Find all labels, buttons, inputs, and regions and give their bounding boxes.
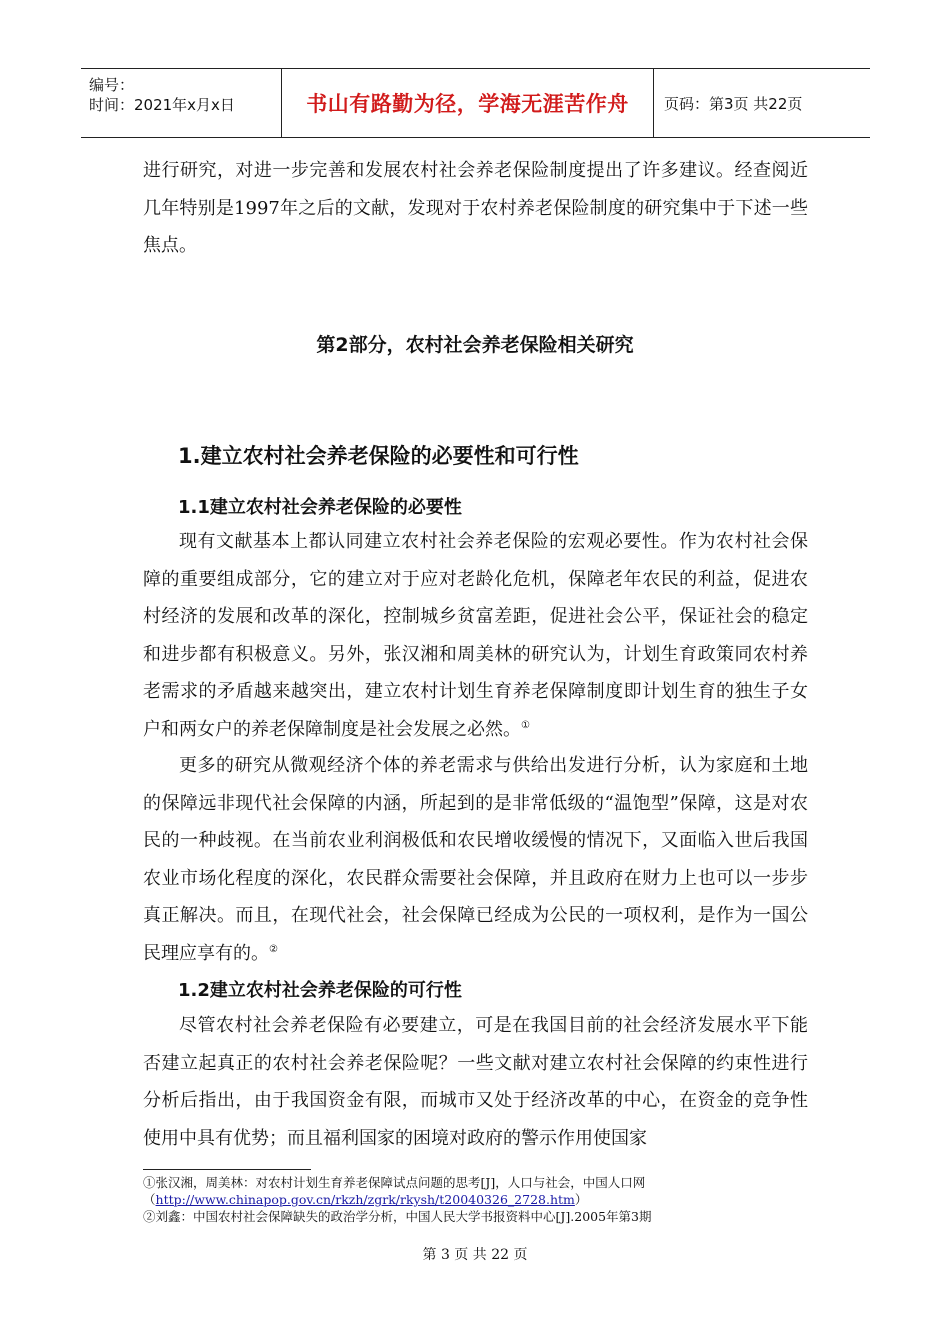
footnotes — [143, 1174, 808, 1225]
footnote-mark-1[interactable]: ① — [521, 719, 530, 731]
footnote-2: ②刘鑫：中国农村社会保障缺失的政治学分析，中国人民大学书报资料中心[J].2005年第3期 — [143, 1209, 652, 1224]
heading-1-2: 1.2建立农村社会养老保险的可行性 — [178, 980, 462, 1001]
footnote-mark-2[interactable]: ② — [269, 943, 278, 955]
footnote-1-text: ①张汉湘，周美林：对农村计划生育养老保障试点问题的思考[J]，人口与社会，中国人口网（ — [143, 1175, 646, 1207]
header-time-label: 时间：2021年x月x日 — [89, 96, 235, 114]
paragraph-text: 现有文献基本上都认同建立农村社会养老保险的宏观必要性。作为农村社会保障的重要组成部分，它的建立对于应对老龄化危机，保障老年农民的利益，促进农村经济的发展和改革的深化，控制城乡贫富差距，促进社会公平，保证社会的稳定和进步都有积极意义。另外，张汉湘和周美林的研究认为，计划生育政策同农村养老需求的矛盾越来越突出，建立农村计划生育养老保障制度即计划生育的独生子女户和两女户的养老保障制度是社会发展之必然。 — [143, 531, 808, 740]
footnote-1-link[interactable]: http://www.chinapop.gov.cn/rkzh/zgrk/rkysh/t20040326_2728.htm — [155, 1192, 575, 1207]
header-meta — [81, 69, 282, 137]
heading-1-1: 1.1建立农村社会养老保险的必要性 — [178, 497, 462, 518]
header-motto: 书山有路勤为径，学海无涯苦作舟 — [282, 69, 654, 137]
page-footer: 第 3 页 共 22 页 — [422, 1247, 528, 1263]
header-page-info: 页码：第3页 共22页 — [664, 94, 803, 113]
heading-1: 1.建立农村社会养老保险的必要性和可行性 — [178, 444, 579, 468]
page-header — [81, 68, 870, 138]
footnote-1 — [143, 1174, 808, 1208]
paragraph-text: 更多的研究从微观经济个体的养老需求与供给出发进行分析，认为家庭和土地的保障远非现代社会保障的内涵，所起到的是非常低级的“温饱型”保障，这是对农民的一种歧视。在当前农业利润极低和农民增收缓慢的情况下，又面临入世后我国农业市场化程度的深化，农民群众需要社会保障，并且政府在财力上也可以一步步真正解决。而且，在现代社会，社会保障已经成为公民的一项权利，是作为一国公民理应享有的。 — [143, 755, 808, 964]
paragraph-necessity-2 — [143, 747, 808, 972]
footnote-1-close: ） — [574, 1192, 588, 1207]
header-number-label: 编号： — [89, 76, 135, 94]
paragraph-feasibility: 尽管农村社会养老保险有必要建立，可是在我国目前的社会经济发展水平下能否建立起真正的农村社会养老保险呢？一些文献对建立农村社会保障的约束性进行分析后指出，由于我国资金有限，而城市又处于经济改革的中心，在资金的竞争性使用中具有优势；而且福利国家的困境对政府的警示作用使国家 — [143, 1015, 808, 1149]
intro-paragraph: 进行研究，对进一步完善和发展农村社会养老保险制度提出了许多建议。经查阅近几年特别是1997年之后的文献，发现对于农村养老保险制度的研究集中于下述一些焦点。 — [143, 160, 808, 256]
footnote-separator — [143, 1169, 311, 1170]
paragraph-necessity-1 — [143, 523, 808, 748]
section-title: 第2部分，农村社会养老保险相关研究 — [316, 334, 634, 356]
